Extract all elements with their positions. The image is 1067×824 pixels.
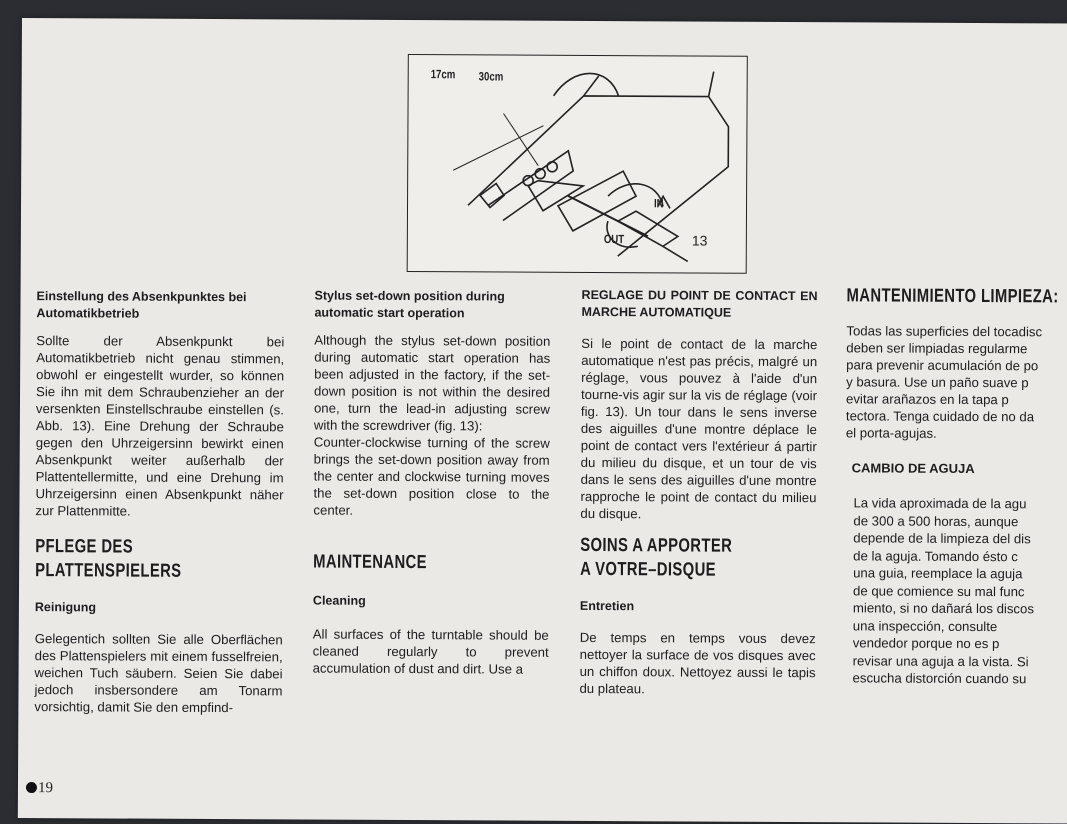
spanish-body-line: evitar arañazos en la tapa p xyxy=(845,391,1009,408)
spanish-body-2-line: miento, si no dañará los discos xyxy=(852,600,1035,617)
spanish-subheading: CAMBIO DE AGUJA xyxy=(851,460,975,476)
spanish-body-line: Todas las superficies del tocadisc xyxy=(846,323,1043,340)
english-heading: Stylus set-down position during automatic start operation xyxy=(314,288,505,321)
spanish-body xyxy=(846,322,1065,442)
spanish-body-2-line: escucha distorción cuando su xyxy=(852,670,1027,687)
column-french xyxy=(579,287,817,698)
spanish-body-2-line: una inspección, consulte xyxy=(852,617,998,634)
figure-13-illustration xyxy=(407,54,748,274)
spanish-body-2-line: de 300 a 500 horas, aunque xyxy=(853,512,1019,529)
english-subheading: Cleaning xyxy=(312,593,366,608)
spanish-body-line: el porta-agujas. xyxy=(845,425,937,441)
german-subheading: Reinigung xyxy=(34,600,97,615)
spanish-body-2-line: una guia, reemplace la aguja xyxy=(853,565,1023,582)
english-body-2: Counter-clockwise turning of the screw brings the set-down position away from the center and clockwise turning moves the set-down position close to the center. xyxy=(313,434,550,518)
spanish-body-2-line: de la aguja. Tomando ésto c xyxy=(853,547,1018,564)
french-body: Si le point de contact de la marche automatique n'est pas précis, malgré un réglage, vous pouvez à l'aide d'un tourne-vis agir sur la vis de réglage (voir fig. 13). Un tour dans le sens inverse des aiguilles d'une montre déplace le point de contact vers l'extérieur á partir du milieu du disque, et un tour de vis dans le sens des aiguilles d'une montre rapproche le point de contact du milieu du disque. xyxy=(580,335,818,522)
spanish-body-line: para prevenir acumulación de po xyxy=(846,357,1039,374)
french-section-title-line1: SOINS A APPORTER xyxy=(580,534,733,557)
label-in: IN xyxy=(654,196,664,211)
spanish-body-2-line: revisar una aguja a la vista. Si xyxy=(852,652,1029,669)
german-section-title-line1: PFLEGE DES xyxy=(35,536,134,558)
german-section-title-line2: PLATTENSPIELERS xyxy=(35,560,182,582)
spanish-body-2-line: La vida aproximada de la agu xyxy=(853,495,1027,512)
spanish-body-line: deben ser limpiadas regularme xyxy=(846,340,1028,357)
french-section-body: De temps en temps vous devez nettoyer la surface de vos disques avec un chiffon doux. Nettoyez aussi le tapis du plateau. xyxy=(579,629,816,697)
label-30cm: 30cm xyxy=(478,69,504,84)
bullet-dot-icon xyxy=(26,782,37,793)
spanish-body-2-line: de que comience su mal func xyxy=(852,582,1025,599)
german-body: Sollte der Absenkpunkt bei Automatikbetrieb nicht genau stimmen, obwohl er eingestellt wurder, so können Sie ihn mit dem Schraubenzieher an der versenkten Einstellschraube einstellen (s. Abb. 13). Eine Drehung der Schraube gegen den Uhrzeigersinn bewirkt einen Absenkpunkt weiter außerhalb der Plattentellermitte, und eine Drehung im Uhrzeigersinn einen Absenkpunkt näher zur Plattenmitte. xyxy=(35,333,285,519)
spanish-body-2-line: depende de la limpieza del dis xyxy=(853,530,1031,547)
label-out: OUT xyxy=(603,232,625,247)
spanish-body-2-line: vendedor porque no es p xyxy=(852,635,1000,652)
spanish-section-title: MANTENIMIENTO LIMPIEZA: xyxy=(846,285,1059,308)
english-section-title: MAINTENANCE xyxy=(313,551,428,574)
spanish-body-line: tectora. Tenga cuidado de no da xyxy=(845,408,1035,425)
english-section-body: All surfaces of the turntable should be cleaned regularly to prevent accumulation of dust and dirt. Use a xyxy=(312,626,549,677)
german-heading: Einstellung des Absenkpunktes bei Automatikbetrieb xyxy=(36,289,247,321)
figure-number: 13 xyxy=(691,232,708,249)
german-section-body: Gelegentich sollten Sie alle Oberflächen des Plattenspielers mit einem fusselfreien, weichen Tuch säubern. Seien Sie dabei jedoch insbersondere am Tonarm vorsichtig, damit Sie den empfind- xyxy=(34,631,283,716)
column-german xyxy=(34,288,284,716)
column-spanish xyxy=(844,284,1064,725)
label-17cm: 17cm xyxy=(430,67,456,82)
french-subheading: Entretien xyxy=(579,598,635,614)
spanish-body-line: y basura. Use un paño suave p xyxy=(846,374,1029,391)
column-english xyxy=(313,288,551,678)
page-number xyxy=(26,780,53,797)
english-body: Although the stylus set-down position during automatic start operation has been adjusted in the factory, if the set-down position is not within the desired one, turn the lead-in adjusting screw with the screwdriver (fig. 13): xyxy=(313,332,551,434)
page-number-text: 19 xyxy=(37,780,54,797)
manual-page xyxy=(18,18,1067,824)
spanish-body-2 xyxy=(853,494,1064,688)
french-section-title-line2: A VOTRE–DISQUE xyxy=(580,558,717,581)
french-heading: REGLAGE DU POINT DE CONTACT EN MARCHE AUTOMATIQUE xyxy=(581,287,818,320)
